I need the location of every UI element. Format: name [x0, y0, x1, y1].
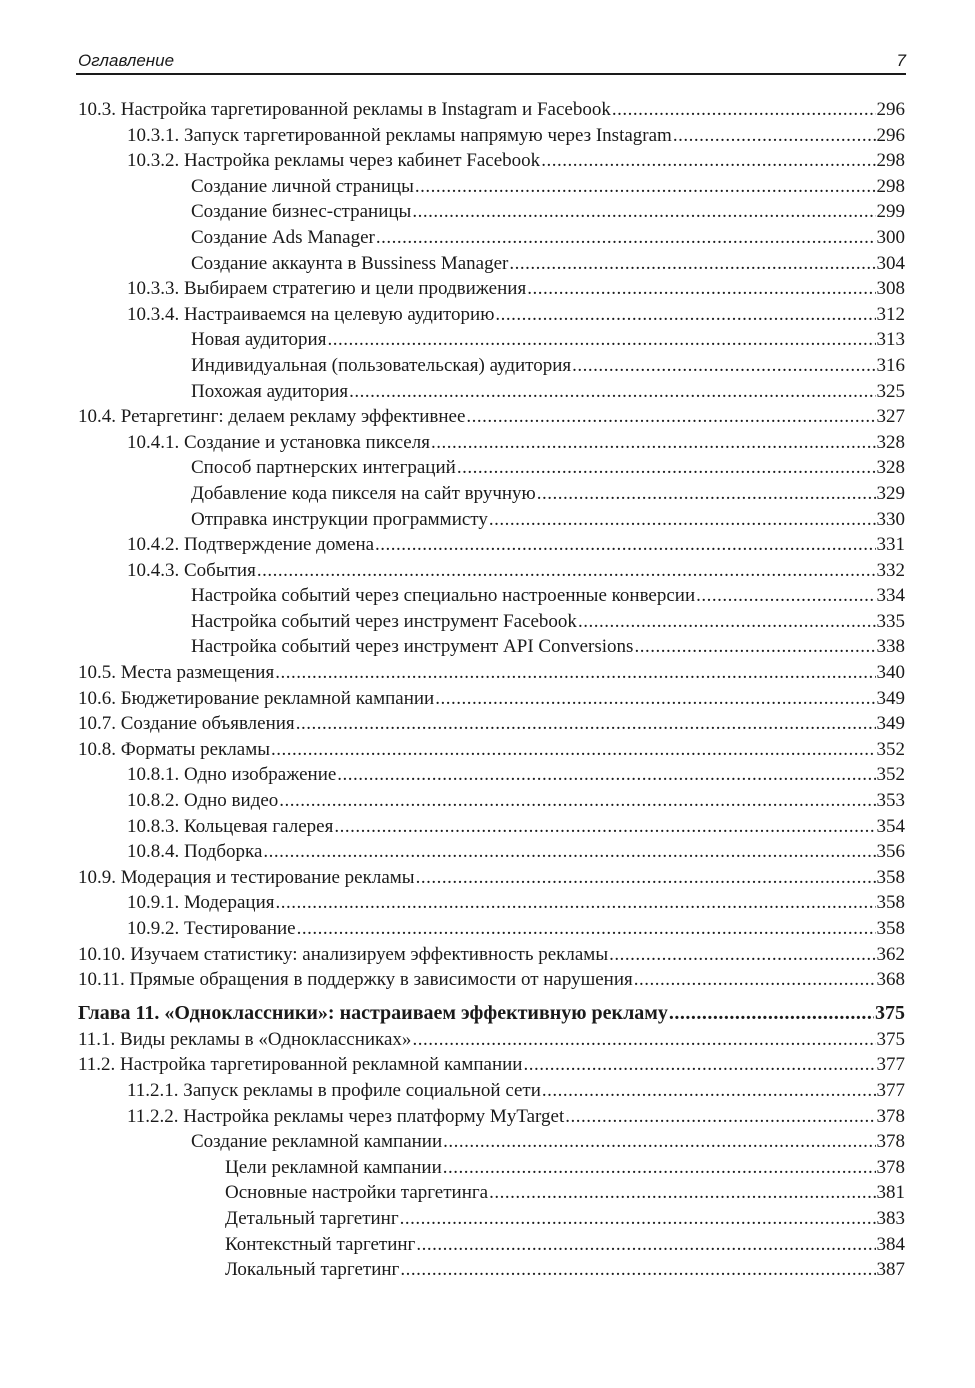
- dot-leader: [509, 251, 875, 277]
- dot-leader: [327, 327, 875, 353]
- toc-entry[interactable]: [78, 199, 905, 225]
- dot-leader: [495, 302, 875, 328]
- toc-entry-page: 378: [876, 1105, 905, 1127]
- toc-entry-page: 377: [876, 1079, 905, 1101]
- toc-entry[interactable]: [78, 225, 905, 251]
- toc-entry-title: 10.8.2. Одно видео: [127, 790, 279, 812]
- toc-entry-page: 378: [876, 1131, 905, 1153]
- toc-entry-title: Создание личной страницы: [191, 175, 414, 197]
- dot-leader: [523, 1052, 875, 1078]
- dot-leader: [542, 1078, 876, 1104]
- toc-entry-title: 10.5. Места размещения: [78, 662, 275, 684]
- toc-entry-title: 10.8. Форматы рекламы: [78, 738, 270, 760]
- dot-leader: [400, 1206, 876, 1232]
- toc-entry-title: 10.9. Модерация и тестирование рекламы: [78, 866, 415, 888]
- toc-entry-title: 10.8.1. Одно изображение: [127, 764, 337, 786]
- dot-leader: [412, 199, 875, 225]
- toc-entry-page: 377: [876, 1054, 905, 1076]
- toc-entry-title: Основные настройки таргетинга: [225, 1182, 489, 1204]
- toc-entry-page: 358: [876, 866, 905, 888]
- toc-entry[interactable]: [78, 1180, 905, 1206]
- toc-entry-page: 356: [876, 841, 905, 863]
- toc-entry-page: 328: [876, 457, 905, 479]
- toc-entry[interactable]: [78, 609, 905, 635]
- dot-leader: [572, 353, 875, 379]
- toc-entry-page: 381: [876, 1182, 905, 1204]
- toc-entry-page: 308: [876, 278, 905, 300]
- toc-entry[interactable]: [78, 558, 905, 584]
- running-header-title: Оглавление: [78, 51, 175, 70]
- toc-entry-page: 325: [876, 380, 905, 402]
- toc-entry-page: 298: [876, 150, 905, 172]
- toc-entry[interactable]: [78, 634, 905, 660]
- toc-entry[interactable]: [78, 1078, 905, 1104]
- toc-entry-page: 358: [876, 892, 905, 914]
- toc-entry-page: 378: [876, 1156, 905, 1178]
- toc-entry-page: 383: [876, 1207, 905, 1229]
- toc-entry-page: 299: [876, 201, 905, 223]
- toc-entry-title: 10.9.2. Тестирование: [127, 918, 296, 939]
- toc-entry-title: 10.7. Создание объявления: [78, 713, 295, 735]
- dot-leader: [466, 404, 875, 430]
- dot-leader: [279, 788, 875, 814]
- dot-leader: [263, 839, 875, 865]
- toc-entry-page: 316: [876, 354, 905, 376]
- toc-entry[interactable]: [78, 660, 905, 686]
- toc-chapter-entry[interactable]: [78, 999, 905, 1027]
- toc-entry-title: Глава 11. «Одноклассники»: настраиваем эффективную рекламу: [78, 1001, 668, 1024]
- toc-entry-page: 349: [876, 713, 905, 735]
- toc-entry[interactable]: [78, 430, 905, 456]
- toc-entry-title: Создание рекламной кампании: [191, 1131, 443, 1153]
- toc-entry[interactable]: [78, 174, 905, 200]
- dot-leader: [609, 942, 875, 968]
- toc-entry-title: Создание бизнес-страницы: [191, 201, 412, 223]
- toc-entry[interactable]: [78, 583, 905, 609]
- toc-entry-page: 353: [876, 790, 905, 812]
- toc-entry-page: 384: [876, 1233, 905, 1255]
- dot-leader: [415, 174, 876, 200]
- toc-entry-title: 11.2.2. Настройка рекламы через платформу MyTarget: [127, 1105, 565, 1127]
- toc-entry[interactable]: [78, 1232, 905, 1258]
- toc-entry-title: 11.2.1. Запуск рекламы в профиле социальной сети: [127, 1079, 541, 1101]
- toc-entry[interactable]: [78, 1206, 905, 1232]
- toc-entry[interactable]: [78, 302, 905, 328]
- toc-entry-title: Создание аккаунта в Bussiness Manager: [191, 252, 509, 274]
- toc-entry-title: Настройка событий через инструмент API Conversions: [191, 636, 634, 658]
- toc-entry-page: 387: [876, 1259, 905, 1281]
- toc-entry[interactable]: [78, 814, 905, 840]
- toc-entry-page: 313: [876, 329, 905, 351]
- toc-entry[interactable]: [78, 711, 905, 737]
- toc-entry-page: 352: [876, 764, 905, 786]
- running-header: [78, 50, 906, 72]
- toc-entry[interactable]: [78, 686, 905, 712]
- toc-entry[interactable]: [78, 353, 905, 379]
- toc-entry[interactable]: [78, 507, 905, 533]
- toc-entry-title: Индивидуальная (пользовательская) аудитория: [191, 354, 572, 376]
- toc-entry-page: 300: [876, 226, 905, 248]
- dot-leader: [275, 660, 875, 686]
- dot-leader: [337, 762, 875, 788]
- dot-leader: [297, 916, 876, 942]
- toc-entry-page: 296: [876, 99, 905, 120]
- toc-entry[interactable]: [78, 148, 905, 174]
- toc-entry-title: Настройка событий через инструмент Facebook: [191, 610, 577, 632]
- toc-entry-page: 362: [876, 943, 905, 965]
- toc-entry-title: 10.3.2. Настройка рекламы через кабинет Facebook: [127, 150, 541, 172]
- toc-entry-page: 340: [876, 662, 905, 684]
- toc-entry-title: 10.4. Ретаргетинг: делаем рекламу эффективнее: [78, 406, 466, 428]
- dot-leader: [541, 148, 875, 174]
- toc-entry[interactable]: [78, 1129, 905, 1155]
- toc-entry[interactable]: [78, 123, 905, 149]
- dot-leader: [412, 1027, 875, 1053]
- toc-entry-page: 329: [876, 482, 905, 504]
- toc-entry[interactable]: [78, 942, 905, 968]
- toc-entry[interactable]: [78, 1027, 905, 1053]
- toc-entry-title: Контекстный таргетинг: [225, 1233, 416, 1255]
- toc-entry-page: 338: [876, 636, 905, 658]
- toc-entry-title: Новая аудитория: [191, 329, 327, 351]
- toc-entry-page: 368: [876, 969, 905, 991]
- toc-entry[interactable]: [78, 379, 905, 405]
- toc-entry-title: Локальный таргетинг: [225, 1259, 400, 1281]
- toc-entry-title: Добавление кода пикселя на сайт вручную: [191, 482, 536, 504]
- toc-entry-page: 304: [876, 252, 905, 274]
- toc-entry-page: 330: [876, 508, 905, 530]
- toc-entry[interactable]: [78, 839, 905, 865]
- dot-leader: [416, 1232, 875, 1258]
- toc-entry-title: 10.3.1. Запуск таргетированной рекламы напрямую через Instagram: [127, 124, 672, 146]
- dot-leader: [271, 737, 876, 763]
- toc-entry[interactable]: [78, 276, 905, 302]
- toc-entry-page: 352: [876, 738, 905, 760]
- dot-leader: [443, 1155, 876, 1181]
- toc-entry[interactable]: [78, 967, 905, 993]
- toc-entry-title: Способ партнерских интеграций: [191, 457, 456, 479]
- toc-entry-page: 335: [876, 610, 905, 632]
- toc-entry-title: 10.3. Настройка таргетированной рекламы в Instagram и Facebook: [78, 99, 611, 120]
- dot-leader: [443, 1129, 875, 1155]
- toc-entry-page: 358: [876, 918, 905, 939]
- toc-entry[interactable]: [78, 865, 905, 891]
- toc-entry[interactable]: [78, 532, 905, 558]
- dot-leader: [669, 999, 874, 1027]
- toc-entry-title: 10.11. Прямые обращения в поддержку в зависимости от нарушения: [78, 969, 633, 991]
- toc-entry[interactable]: [78, 890, 905, 916]
- dot-leader: [489, 1180, 875, 1206]
- toc-entry[interactable]: [78, 97, 905, 123]
- toc-entry-title: 11.2. Настройка таргетированной рекламной кампании: [78, 1054, 523, 1076]
- header-rule: [76, 73, 906, 75]
- dot-leader: [565, 1104, 875, 1130]
- toc-entry-title: 10.10. Изучаем статистику: анализируем эффективность рекламы: [78, 943, 609, 965]
- toc-entry-page: 375: [875, 1001, 905, 1024]
- toc-entry-page: 327: [876, 406, 905, 428]
- toc-entry-page: 349: [876, 687, 905, 709]
- dot-leader: [457, 455, 876, 481]
- toc-entry-page: 334: [876, 585, 905, 607]
- dot-leader: [257, 558, 876, 584]
- toc-entry-page: 312: [876, 303, 905, 325]
- toc-entry[interactable]: [78, 481, 905, 507]
- toc-entry-page: 298: [876, 175, 905, 197]
- dot-leader: [349, 379, 875, 405]
- toc-entry[interactable]: [78, 916, 905, 942]
- toc-entry[interactable]: [78, 1104, 905, 1130]
- toc-entry[interactable]: [78, 1257, 905, 1283]
- dot-leader: [537, 481, 876, 507]
- toc-entry-title: Детальный таргетинг: [225, 1207, 399, 1229]
- toc-entry-title: 10.4.1. Создание и установка пикселя: [127, 431, 430, 453]
- toc-entry-title: Создание Ads Manager: [191, 226, 375, 248]
- page-number: 7: [896, 51, 906, 70]
- toc-entry-title: 10.9.1. Модерация: [127, 892, 275, 914]
- dot-leader: [578, 609, 876, 635]
- toc-entry[interactable]: [78, 455, 905, 481]
- toc-entry-page: 296: [876, 124, 905, 146]
- toc-entry-page: 375: [876, 1028, 905, 1050]
- dot-leader: [527, 276, 875, 302]
- toc-entry-title: 10.6. Бюджетирование рекламной кампании: [78, 687, 435, 709]
- toc-entry-title: 10.3.4. Настраиваемся на целевую аудиторию: [127, 303, 495, 325]
- toc-entry-page: 328: [876, 431, 905, 453]
- toc-entry[interactable]: [78, 788, 905, 814]
- toc-entry-page: 332: [876, 559, 905, 581]
- table-of-contents: [78, 97, 905, 1283]
- toc-entry-title: Отправка инструкции программисту: [191, 508, 488, 530]
- toc-entry[interactable]: [78, 327, 905, 353]
- dot-leader: [376, 225, 876, 251]
- toc-entry-title: 10.4.3. События: [127, 559, 256, 581]
- dot-leader: [435, 686, 875, 712]
- dot-leader: [400, 1257, 875, 1283]
- dot-leader: [673, 123, 876, 149]
- toc-entry-title: 10.8.4. Подборка: [127, 841, 263, 863]
- dot-leader: [634, 967, 876, 993]
- toc-entry-title: 10.4.2. Подтверждение домена: [127, 534, 375, 556]
- toc-entry[interactable]: [78, 404, 905, 430]
- toc-entry-title: 11.1. Виды рекламы в «Одноклассниках»: [78, 1028, 412, 1050]
- toc-entry[interactable]: [78, 251, 905, 277]
- dot-leader: [696, 583, 875, 609]
- toc-entry-title: 10.8.3. Кольцевая галерея: [127, 815, 334, 837]
- dot-leader: [334, 814, 875, 840]
- dot-leader: [612, 97, 876, 123]
- dot-leader: [416, 865, 876, 891]
- toc-entry[interactable]: [78, 1155, 905, 1181]
- toc-entry[interactable]: [78, 1052, 905, 1078]
- dot-leader: [634, 634, 875, 660]
- toc-entry-page: 354: [876, 815, 905, 837]
- dot-leader: [431, 430, 876, 456]
- dot-leader: [375, 532, 875, 558]
- toc-entry-title: Цели рекламной кампании: [225, 1156, 442, 1178]
- toc-entry[interactable]: [78, 762, 905, 788]
- toc-entry-page: 331: [876, 534, 905, 556]
- dot-leader: [296, 711, 876, 737]
- toc-entry[interactable]: [78, 737, 905, 763]
- dot-leader: [275, 890, 875, 916]
- toc-entry-title: Настройка событий через специально настроенные конверсии: [191, 585, 696, 607]
- toc-entry-title: Похожая аудитория: [191, 380, 349, 402]
- toc-entry-title: 10.3.3. Выбираем стратегию и цели продвижения: [127, 278, 527, 300]
- dot-leader: [489, 507, 876, 533]
